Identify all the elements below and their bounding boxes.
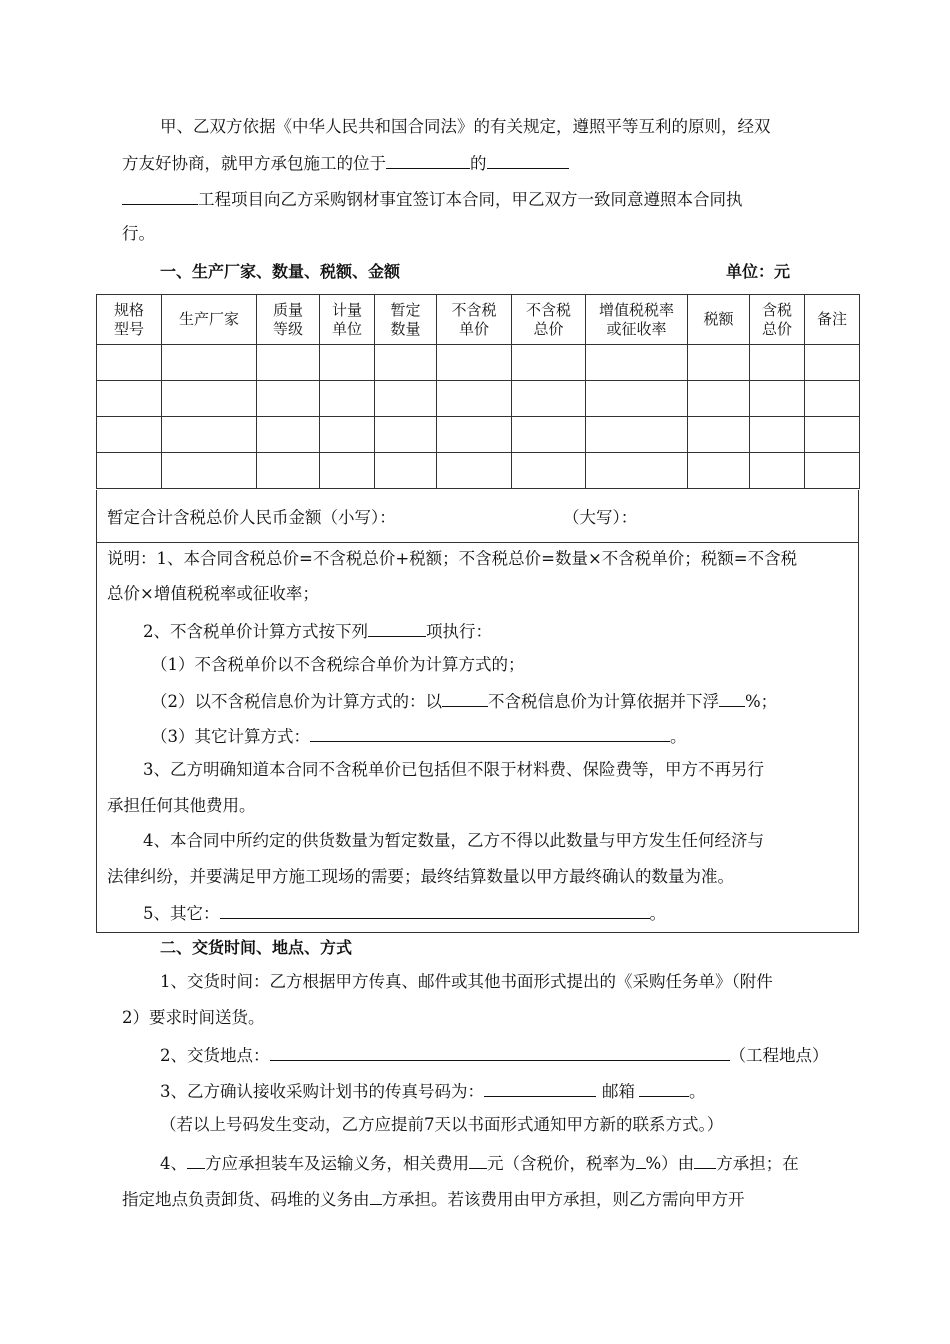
- table-cell[interactable]: [437, 345, 512, 381]
- transport-text-3: %）由: [645, 1154, 695, 1173]
- col-header: 计量 单位: [320, 295, 375, 345]
- table-cell[interactable]: [512, 345, 586, 381]
- intro-line-1: 甲、乙双方依据《中华人民共和国合同法》的有关规定，遵照平等互利的原则，经双: [160, 117, 771, 136]
- col-header: 不含税 总价: [512, 295, 586, 345]
- note-5-text: 5、其它：: [143, 904, 220, 923]
- delivery-place-end: （工程地点）: [729, 1046, 829, 1065]
- note-2-2: [151, 690, 777, 712]
- table-cell[interactable]: [162, 417, 257, 453]
- other-method-blank[interactable]: [310, 725, 670, 742]
- col-header: 生产厂家: [162, 295, 257, 345]
- table-cell[interactable]: [257, 345, 320, 381]
- table-cell[interactable]: [97, 345, 162, 381]
- total-upper-label: （大写）：: [563, 508, 638, 527]
- note-4a: 4、本合同中所约定的供货数量为暂定数量，乙方不得以此数量与甲方发生任何经济与: [143, 831, 764, 850]
- table-cell[interactable]: [750, 345, 805, 381]
- note-2-2c: %；: [745, 692, 778, 711]
- table-cell[interactable]: [375, 417, 437, 453]
- intro-line-2-of: 的: [470, 154, 487, 173]
- project-blank-2[interactable]: [122, 188, 198, 205]
- tax-rate-blank[interactable]: [636, 1152, 646, 1169]
- delivery-time-line-2: 2）要求时间送货。: [122, 1008, 265, 1027]
- section-2-title: 二、交货时间、地点、方式: [160, 938, 353, 957]
- note-1a: 说明：1、本合同含税总价=不含税总价+税额；不含税总价=数量×不含税单价；税额=不含税: [107, 549, 798, 568]
- note-3b: 承担任何其他费用。: [107, 796, 256, 815]
- table-cell[interactable]: [688, 453, 750, 489]
- transport-line-2: [122, 1188, 745, 1210]
- delivery-place-label: 2、交货地点：: [160, 1046, 270, 1065]
- intro-line-2: [122, 152, 569, 174]
- party-blank-2[interactable]: [694, 1152, 716, 1169]
- table-cell[interactable]: [750, 381, 805, 417]
- transport-line-1: [160, 1152, 799, 1174]
- table-cell[interactable]: [162, 381, 257, 417]
- delivery-place: [160, 1044, 829, 1066]
- table-cell[interactable]: [257, 453, 320, 489]
- fax-email-line: [160, 1080, 706, 1102]
- delivery-place-blank[interactable]: [270, 1044, 730, 1061]
- note-3a: 3、乙方明确知道本合同不含税单价已包括但不限于材料费、保险费等，甲方不再另行: [143, 760, 764, 779]
- note-2-end: 项执行：: [426, 622, 492, 641]
- note-5-end: 。: [649, 904, 666, 923]
- transport-num: 4、: [160, 1154, 187, 1173]
- table-cell[interactable]: [320, 381, 375, 417]
- fax-blank[interactable]: [484, 1080, 596, 1097]
- table-cell[interactable]: [162, 345, 257, 381]
- col-header: 规格 型号: [97, 295, 162, 345]
- unit-label: 单位：元: [726, 262, 791, 281]
- table-cell[interactable]: [320, 453, 375, 489]
- table-cell[interactable]: [162, 453, 257, 489]
- fax-label: 3、乙方确认接收采购计划书的传真号码为：: [160, 1082, 484, 1101]
- col-header: 税额: [688, 295, 750, 345]
- table-cell[interactable]: [805, 381, 860, 417]
- col-header: 暂定 数量: [375, 295, 437, 345]
- table-cell[interactable]: [375, 345, 437, 381]
- table-cell[interactable]: [320, 345, 375, 381]
- delivery-time-line-1: 1、交货时间：乙方根据甲方传真、邮件或其他书面形式提出的《采购任务单》（附件: [160, 972, 773, 991]
- contact-change-note: （若以上号码发生变动，乙方应提前7天以书面形式通知甲方新的联系方式。）: [160, 1115, 724, 1134]
- transport-text-1: 方应承担装车及运输义务，相关费用: [205, 1154, 469, 1173]
- table-row: [97, 453, 860, 489]
- price-table: [96, 294, 860, 489]
- total-lower-label: 暂定合计含税总价人民币金额（小写）：: [107, 508, 396, 527]
- table-cell[interactable]: [805, 417, 860, 453]
- note-2: [143, 620, 492, 642]
- location-blank[interactable]: [386, 152, 470, 169]
- project-blank-1[interactable]: [487, 152, 569, 169]
- table-cell[interactable]: [375, 381, 437, 417]
- note-4b: 法律纠纷，并要满足甲方施工现场的需要；最终结算数量以甲方最终确认的数量为准。: [107, 867, 734, 886]
- note-2-1: （1）不含税单价以不含税综合单价为计算方式的；: [151, 655, 525, 674]
- note-2-3-text: （3）其它计算方式：: [151, 727, 310, 746]
- note-2-2a: （2）以不含税信息价为计算方式的：以: [151, 692, 442, 711]
- table-cell[interactable]: [512, 381, 586, 417]
- fax-email-end: 。: [689, 1082, 706, 1101]
- table-row: [97, 381, 860, 417]
- table-cell[interactable]: [97, 381, 162, 417]
- table-cell[interactable]: [688, 417, 750, 453]
- intro-line-4: 行。: [122, 224, 155, 243]
- table-cell[interactable]: [375, 453, 437, 489]
- table-cell[interactable]: [750, 417, 805, 453]
- transport-text-4: 方承担；在: [716, 1154, 799, 1173]
- table-cell[interactable]: [805, 345, 860, 381]
- table-row: [97, 417, 860, 453]
- unload-text-2: 方承担。若该费用由甲方承担，则乙方需向甲方开: [381, 1190, 745, 1209]
- email-blank[interactable]: [639, 1080, 689, 1097]
- note-2-3: [151, 725, 687, 747]
- table-cell[interactable]: [586, 345, 688, 381]
- table-cell[interactable]: [257, 381, 320, 417]
- intro-line-3: [122, 188, 743, 210]
- method-blank[interactable]: [368, 620, 426, 637]
- col-header: 增值税税率 或征收率: [586, 295, 688, 345]
- info-price-blank[interactable]: [442, 690, 488, 707]
- table-cell[interactable]: [512, 453, 586, 489]
- party-blank-1[interactable]: [187, 1152, 205, 1169]
- note-5: [143, 902, 666, 924]
- table-cell[interactable]: [586, 417, 688, 453]
- fee-blank[interactable]: [469, 1152, 487, 1169]
- note-2-2b: 不含税信息价为计算依据并下浮: [488, 692, 719, 711]
- table-row: [97, 345, 860, 381]
- other-terms-blank[interactable]: [220, 902, 650, 919]
- table-cell[interactable]: [437, 453, 512, 489]
- table-cell[interactable]: [688, 345, 750, 381]
- col-header: 备注: [805, 295, 860, 345]
- table-cell[interactable]: [586, 453, 688, 489]
- table-cell[interactable]: [512, 417, 586, 453]
- table-cell[interactable]: [97, 453, 162, 489]
- note-1b: 总价×增值税税率或征收率；: [107, 584, 319, 603]
- table-cell[interactable]: [437, 417, 512, 453]
- intro-line-3-text: 工程项目向乙方采购钢材事宜签订本合同，甲乙双方一致同意遵照本合同执: [198, 190, 743, 209]
- table-cell[interactable]: [257, 417, 320, 453]
- table-cell[interactable]: [97, 417, 162, 453]
- table-cell[interactable]: [437, 381, 512, 417]
- unload-text-1: 指定地点负责卸货、码堆的义务由: [122, 1190, 370, 1209]
- email-label: 邮箱: [602, 1082, 635, 1101]
- note-2-3-end: 。: [670, 727, 687, 746]
- table-header-row: [97, 295, 860, 345]
- table-cell[interactable]: [586, 381, 688, 417]
- note-2-text: 2、不含税单价计算方式按下列: [143, 622, 368, 641]
- section-1-title: 一、生产厂家、数量、税额、金额: [160, 262, 401, 281]
- table-cell[interactable]: [688, 381, 750, 417]
- float-percent-blank[interactable]: [719, 690, 745, 707]
- col-header: 不含税 单价: [437, 295, 512, 345]
- table-cell[interactable]: [320, 417, 375, 453]
- table-cell[interactable]: [750, 453, 805, 489]
- intro-line-2-text: 方友好协商，就甲方承包施工的位于: [122, 154, 386, 173]
- table-cell[interactable]: [805, 453, 860, 489]
- transport-text-2: 元（含税价，税率为: [487, 1154, 636, 1173]
- col-header: 含税 总价: [750, 295, 805, 345]
- col-header: 质量 等级: [257, 295, 320, 345]
- party-blank-3[interactable]: [370, 1188, 382, 1205]
